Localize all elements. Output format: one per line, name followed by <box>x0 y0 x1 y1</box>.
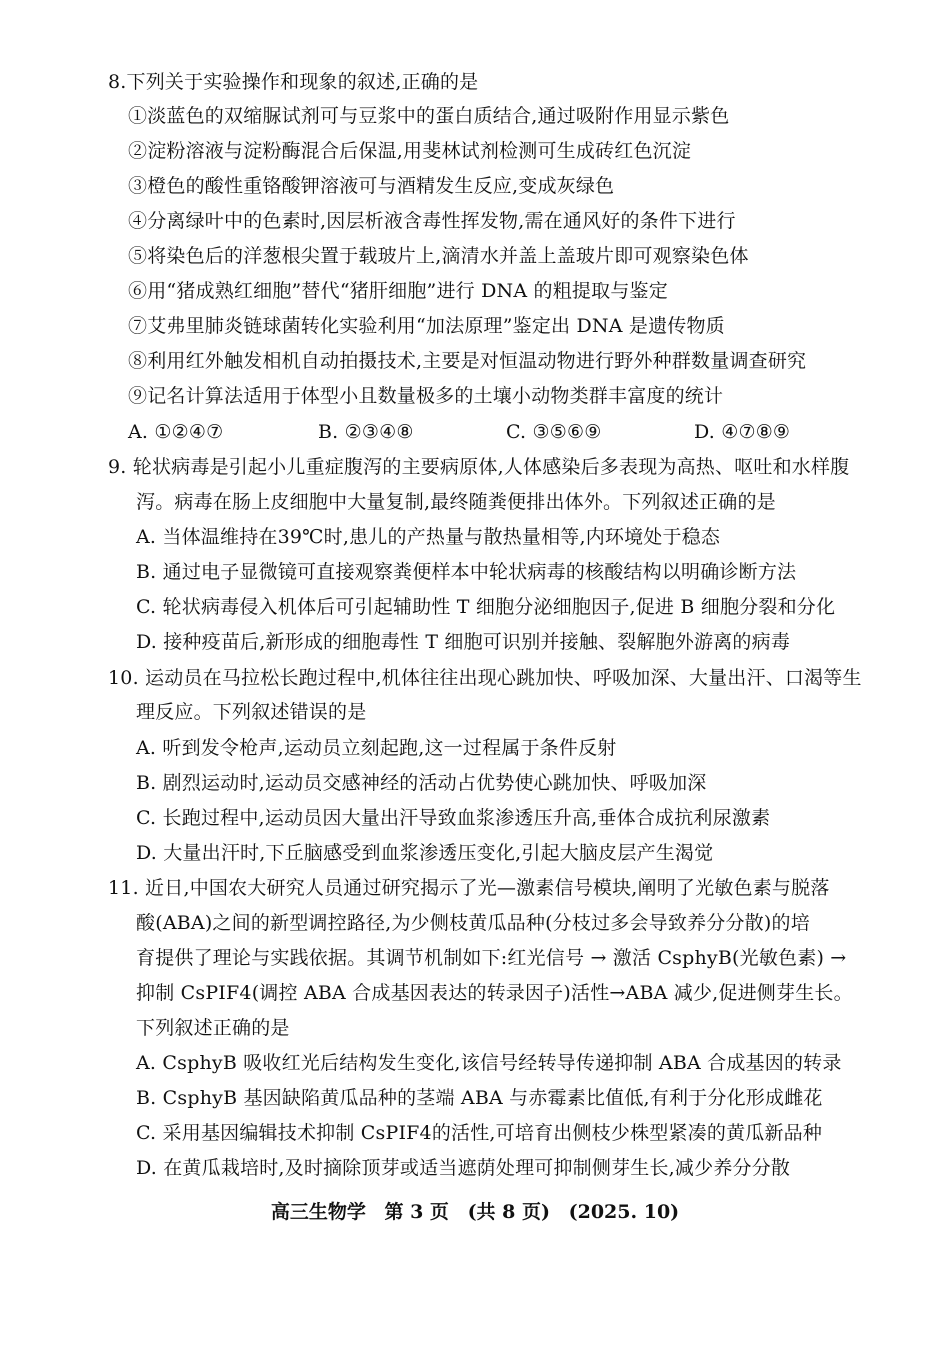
q8-choice-a: A. ①②④⑦ <box>128 421 224 443</box>
q8-item-4: ④分离绿叶中的色素时,因层析液含毒性挥发物,需在通风好的条件下进行 <box>128 210 736 232</box>
q10-option-d: D. 大量出汗时,下丘脑感受到血浆渗透压变化,引起大脑皮层产生渴觉 <box>136 842 714 864</box>
q8-item-6: ⑥用“猪成熟红细胞”替代“猪肝细胞”进行 DNA 的粗提取与鉴定 <box>128 280 668 302</box>
q11-option-a: A. CsphyB 吸收红光后结构发生变化,该信号经转导传递抑制 ABA 合成基因的转录 <box>136 1052 842 1074</box>
footer-total-pages: (共 8 页) <box>467 1201 550 1223</box>
q11-stem-line2: 酸(ABA)之间的新型调控路径,为少侧枝黄瓜品种(分枝过多会导致养分分散)的培 <box>136 912 810 934</box>
q8-choice-d: D. ④⑦⑧⑨ <box>694 421 791 443</box>
q10-option-b: B. 剧烈运动时,运动员交感神经的活动占优势使心跳加快、呼吸加深 <box>136 772 707 794</box>
q8-item-3: ③橙色的酸性重铬酸钾溶液可与酒精发生反应,变成灰绿色 <box>128 175 615 197</box>
q10-option-c: C. 长跑过程中,运动员因大量出汗导致血浆渗透压升高,垂体合成抗利尿激素 <box>136 807 771 829</box>
q8-item-9: ⑨记名计算法适用于体型小且数量极多的土壤小动物类群丰富度的统计 <box>128 385 724 407</box>
q9-option-d: D. 接种疫苗后,新形成的细胞毒性 T 细胞可识别并接触、裂解胞外游离的病毒 <box>136 631 791 653</box>
page-footer <box>0 1200 950 1224</box>
q9-option-a: A. 当体温维持在39℃时,患儿的产热量与散热量相等,内环境处于稳态 <box>136 526 721 548</box>
q9-stem-line2: 泻。病毒在肠上皮细胞中大量复制,最终随粪便排出体外。下列叙述正确的是 <box>136 491 776 513</box>
q11-option-b: B. CsphyB 基因缺陷黄瓜品种的茎端 ABA 与赤霉素比值低,有利于分化形成雌花 <box>136 1087 823 1109</box>
q9-option-b: B. 通过电子显微镜可直接观察粪便样本中轮状病毒的核酸结构以明确诊断方法 <box>136 561 797 583</box>
q11-stem-line4: 抑制 CsPIF4(调控 ABA 合成基因表达的转录因子)活性→ABA 减少,促进侧芽生长。 <box>136 982 853 1004</box>
q8-item-2: ②淀粉溶液与淀粉酶混合后保温,用斐林试剂检测可生成砖红色沉淀 <box>128 140 692 162</box>
q9-stem-line1: 9. 轮状病毒是引起小儿重症腹泻的主要病原体,人体感染后多表现为高热、呕吐和水样腹 <box>108 456 850 478</box>
q8-choice-b: B. ②③④⑧ <box>318 421 414 443</box>
q8-item-5: ⑤将染色后的洋葱根尖置于载玻片上,滴清水并盖上盖玻片即可观察染色体 <box>128 245 749 267</box>
q8-stem: 8.下列关于实验操作和现象的叙述,正确的是 <box>108 71 479 93</box>
q10-option-a: A. 听到发令枪声,运动员立刻起跑,这一过程属于条件反射 <box>136 737 617 759</box>
q8-item-7: ⑦艾弗里肺炎链球菌转化实验利用“加法原理”鉴定出 DNA 是遗传物质 <box>128 315 725 337</box>
q11-option-d: D. 在黄瓜栽培时,及时摘除顶芽或适当遮荫处理可抑制侧芽生长,减少养分分散 <box>136 1157 791 1179</box>
footer-subject: 高三生物学 <box>270 1201 366 1223</box>
footer-page-number: 第 3 页 <box>384 1201 449 1223</box>
q11-stem-line1: 11. 近日,中国农大研究人员通过研究揭示了光—激素信号模块,阐明了光敏色素与脱落 <box>108 877 830 899</box>
q9-option-c: C. 轮状病毒侵入机体后可引起辅助性 T 细胞分泌细胞因子,促进 B 细胞分裂和分化 <box>136 596 836 618</box>
footer-date: (2025. 10) <box>568 1201 680 1223</box>
q8-item-8: ⑧利用红外触发相机自动拍摄技术,主要是对恒温动物进行野外种群数量调查研究 <box>128 350 807 372</box>
q10-stem-line1: 10. 运动员在马拉松长跑过程中,机体往往出现心跳加快、呼吸加深、大量出汗、口渴等生 <box>108 667 862 689</box>
q11-option-c: C. 采用基因编辑技术抑制 CsPIF4的活性,可培育出侧枝少株型紧凑的黄瓜新品种 <box>136 1122 823 1144</box>
q11-stem-line5: 下列叙述正确的是 <box>136 1017 290 1039</box>
q8-choice-c: C. ③⑤⑥⑨ <box>506 421 602 443</box>
q10-stem-line2: 理反应。下列叙述错误的是 <box>136 701 367 723</box>
q8-item-1: ①淡蓝色的双缩脲试剂可与豆浆中的蛋白质结合,通过吸附作用显示紫色 <box>128 105 730 127</box>
q11-stem-line3: 育提供了理论与实践依据。其调节机制如下:红光信号 → 激活 CsphyB(光敏色素) → <box>136 947 847 969</box>
